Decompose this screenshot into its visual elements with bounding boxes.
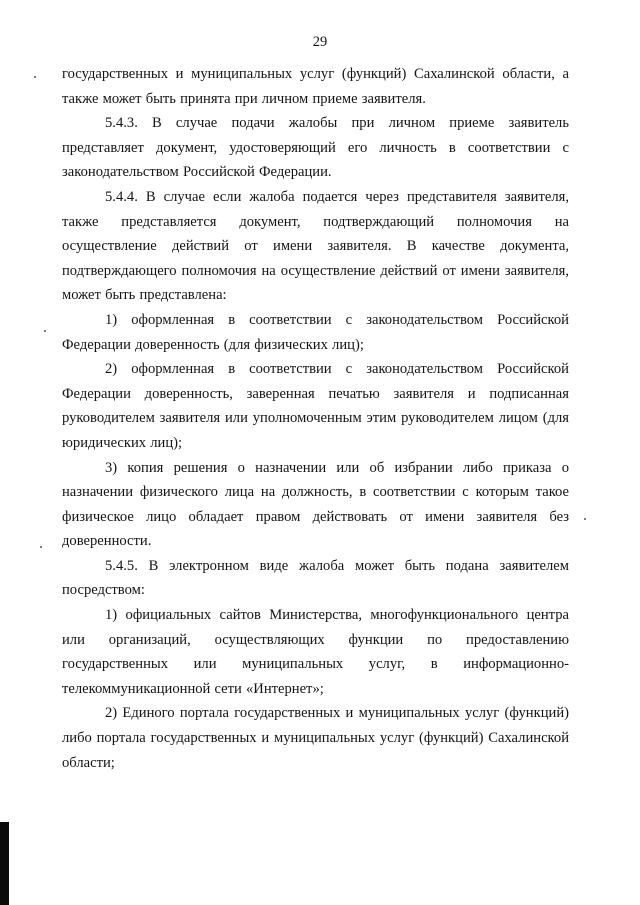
document-body	[62, 62, 569, 775]
paragraph-5-4-5: 5.4.5. В электронном виде жалоба может быть подана заявителем посредством:	[62, 557, 569, 599]
scan-speck	[44, 330, 46, 332]
scan-speck	[34, 76, 36, 78]
paragraph-5-4-4: 5.4.4. В случае если жалоба подается через представителя заявителя, также представляется документ, подтверждающий полномочия на осуществление действий от имени заявителя. В качестве документа, подтверждающего полномочия на осуществление действий от имени заявителя, может быть представлена:	[62, 188, 569, 304]
paragraph-5-4-3: 5.4.3. В случае подачи жалобы при личном приеме заявитель представляет документ, удостоверяющий его личность в соответствии с законодательством Российской Федерации.	[62, 115, 569, 181]
scan-binding-edge	[0, 822, 9, 905]
page-number: 29	[312, 34, 328, 50]
paragraph-continuation: государственных и муниципальных услуг (функций) Сахалинской области, а также может быть принята при личном приеме заявителя.	[62, 66, 569, 107]
list-item-appointment-copy: 3) копия решения о назначении или об избрании либо приказа о назначении физического лица на должность, в соответствии с которым такое физическое лицо обладает правом действовать от имени заявителя без доверенности.	[62, 459, 569, 550]
list-item-unified-portal: 2) Единого портала государственных и муниципальных услуг (функций) либо портала государственных и муниципальных услуг (функций) Сахалинской области;	[62, 705, 569, 771]
list-item-legal-entities: 2) оформленная в соответствии с законодательством Российской Федерации доверенность, заверенная печатью заявителя и подписанная руководителем заявителя или уполномоченным этим руководителем лицом (для юридических лиц);	[62, 361, 569, 451]
list-item-individuals: 1) оформленная в соответствии с законодательством Российской Федерации доверенность (для физических лиц);	[62, 311, 569, 353]
list-item-official-sites: 1) официальных сайтов Министерства, многофункционального центра или организаций, осуществляющих функции по предоставлению государственных или муниципальных услуг, в информационно-телекоммуникационной сети «Интернет»;	[62, 607, 569, 697]
scan-speck	[40, 546, 42, 548]
scan-speck	[584, 518, 586, 520]
